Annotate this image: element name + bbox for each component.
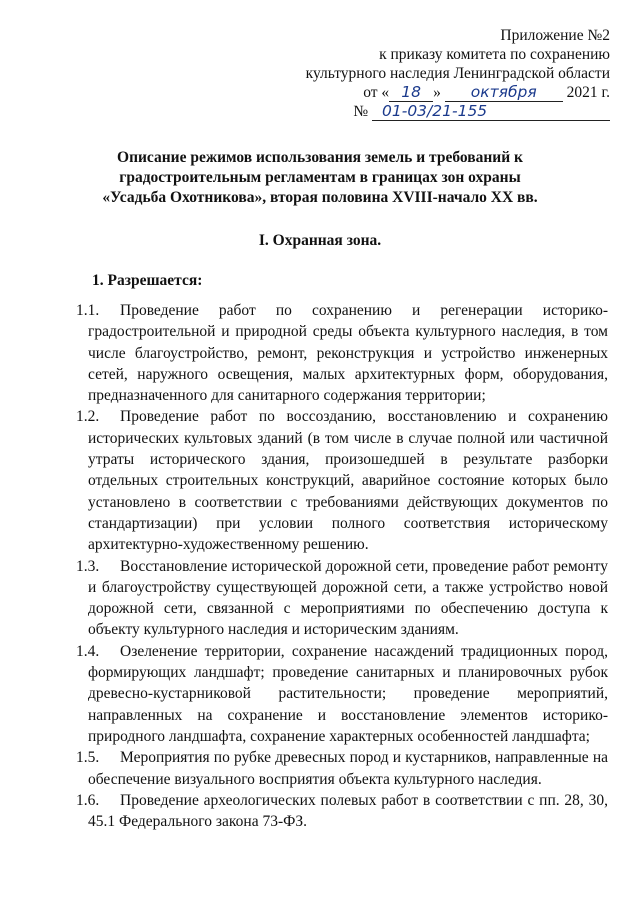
item-text: Озеленение территории, сохранение насаждений традиционных пород, формирующих ландшафт; проведение санитарных и планировочных рубок древесно-кустарниковой растительности; проведение мероприятий, направленных на сохранение и восстановление элементов историко-природного ландшафта, сохранение характерных особенностей ландшафта;: [88, 642, 608, 745]
handwritten-day: 18: [389, 84, 433, 102]
list-item: [76, 790, 608, 833]
document-body: [76, 300, 608, 832]
item-number: 1.5.: [76, 749, 100, 767]
handwritten-number: 01-03/21-155: [372, 103, 610, 121]
list-item: [76, 556, 608, 641]
date-prefix: от «: [363, 84, 390, 101]
document-title: [40, 148, 600, 208]
appendix-label: Приложение №2: [500, 27, 610, 44]
order-reference-line: к приказу комитета по сохранению: [379, 46, 610, 63]
item-number: 1.4.: [76, 642, 100, 660]
item-text: Проведение работ по воссозданию, восстановлению и сохранению исторических культовых зданий (в том числе в случае полной или частичной утраты исторического здания, произошедшей в результате разборки отдельных строительных конструкций, аварийное состояние которых было установлено в соответствии с требованиями действующих документов по стандартизации) при условии полного соответствия историческому архитектурно-художественному решению.: [88, 408, 608, 554]
item-text: Проведение археологических полевых работ в соответствии с пп. 28, 30, 45.1 Федерального закона 73-ФЗ.: [88, 791, 608, 831]
item-number: 1.6.: [76, 791, 100, 809]
handwritten-month: октября: [445, 84, 563, 102]
date-mid: »: [433, 84, 441, 101]
item-text: Проведение работ по сохранению и регенерации историко-градостроительной и природной среды объекта культурного наследия, в том числе благоустройство, ремонт, реконструкция и устройство инженерных сетей, наружного освещения, малых архитектурных форм, оборудования, предназначенного для санитарного содержания территории;: [88, 302, 608, 405]
number-prefix: №: [353, 103, 369, 120]
committee-name-line: культурного наследия Ленинградской области: [305, 65, 610, 82]
order-number-line: [230, 102, 610, 121]
item-number: 1.3.: [76, 557, 100, 575]
title-line-2: градостроительным регламентам в границах зон охраны: [119, 169, 521, 186]
section-heading: I. Охранная зона.: [258, 232, 382, 249]
subsection-heading: 1. Разрешается:: [92, 272, 203, 289]
list-item: [76, 300, 608, 406]
title-line-3: «Усадьба Охотникова», вторая половина XVIII-начало XX вв.: [102, 189, 538, 206]
order-date-line: [230, 83, 610, 102]
title-line-1: Описание режимов использования земель и требований к: [117, 149, 523, 166]
list-item: [76, 747, 608, 790]
item-text: Мероприятия по рубке древесных пород и кустарников, направленные на обеспечение визуального восприятия объекта культурного наследия.: [88, 749, 608, 788]
appendix-header: [230, 26, 610, 121]
item-number: 1.1.: [76, 302, 100, 319]
date-year: 2021 г.: [566, 84, 610, 101]
item-text: Восстановление исторической дорожной сети, проведение работ ремонту и благоустройству существующей дорожной сети, а также устройство новой дорожной сети, связанной с мероприятиями по обеспечению доступа к объекту культурного наследия и историческим зданиям.: [88, 557, 608, 639]
list-item: [76, 406, 608, 555]
item-number: 1.2.: [76, 408, 100, 426]
list-item: [76, 641, 608, 747]
